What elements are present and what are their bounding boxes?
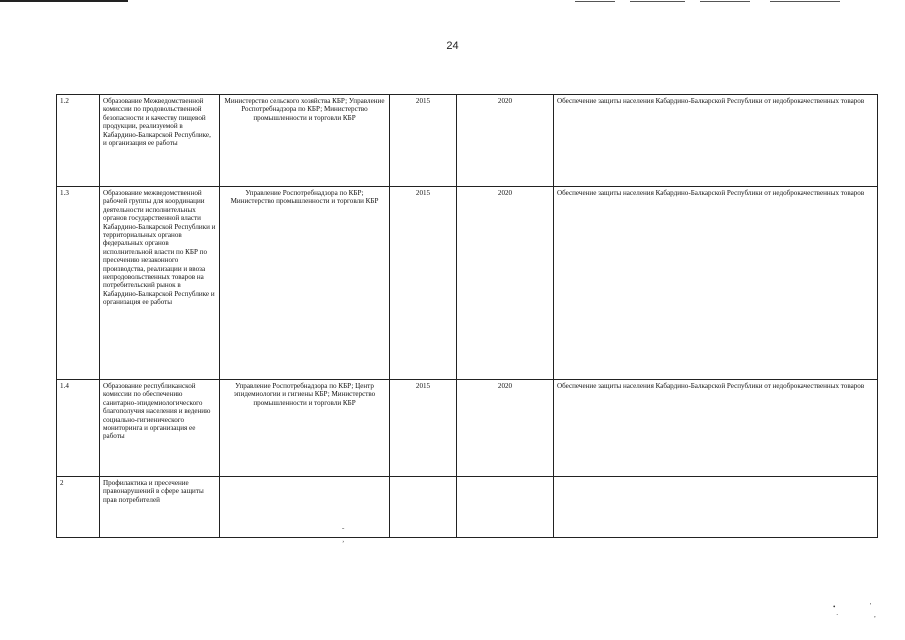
end-year-cell: 2020 [457,95,554,187]
activity-cell: Образование Межведомственной комиссии по продовольственной безопасности и качеству пищевой продукции, реализуемой в Кабардино-Балкарской Республике, и организация ее работы [100,95,220,187]
scan-speck: , [874,611,876,619]
item-number: 1.3 [57,187,100,380]
responsible-cell: Министерство сельского хозяйства КБР; Управление Роспотребнадзора по КБР; Министерство промышленности и торговли КБР [220,95,390,187]
item-number: 1.4 [57,380,100,477]
page-number: 24 [446,40,459,52]
start-year-cell: 2015 [390,187,457,380]
scan-speck: ¸ [342,535,345,543]
table-row [57,95,878,187]
scan-edge-dash [770,1,840,2]
start-year-cell: 2015 [390,380,457,477]
scan-edge-mark [0,0,128,2]
result-cell: Обеспечение защиты населения Кабардино-Балкарской Республики от недоброкачественных товаров [554,187,878,380]
responsible-cell: Управление Роспотребнадзора по КБР; Центр эпидемиологии и гигиены КБР; Министерство промышленности и торговли КБР [220,380,390,477]
scan-edge-dash [700,1,750,2]
item-number: 2 [57,477,100,538]
responsible-cell: Управление Роспотребнадзора по КБР; Министерство промышленности и торговли КБР [220,187,390,380]
activity-cell: Профилактика и пресечение правонарушений в сфере защиты прав потребителей [100,477,220,538]
activity-cell: Образование межведомственной рабочей группы для координации деятельности исполнительных органов государственной власти Кабардино-Балкарской Республики и территориальных органов федеральных органов исполнительной власти по КБР по пресечению незаконного производства, реализации и ввоза непродовольственных товаров на потребительский рынок в Кабардино-Балкарской Республике и организация ее работы [100,187,220,380]
end-year-cell: 2020 [457,187,554,380]
end-year-cell: 2020 [457,380,554,477]
end-year-cell [457,477,554,538]
scan-speck: ' [870,602,872,610]
result-cell: Обеспечение защиты населения Кабардино-Балкарской Республики от недоброкачественных товаров [554,380,878,477]
measures-table [56,94,878,538]
scan-speck: ˇ [342,527,345,535]
table-row [57,187,878,380]
table-row [57,380,878,477]
start-year-cell [390,477,457,538]
result-cell [554,477,878,538]
scan-speck: • [833,603,836,611]
item-number: 1.2 [57,95,100,187]
responsible-cell [220,477,390,538]
start-year-cell: 2015 [390,95,457,187]
activity-cell: Образование республиканской комиссии по обеспечению санитарно-эпидемиологического благополучия населения и ведению социально-гигиенического мониторинга и организация ее работы [100,380,220,477]
scan-edge-dash [630,1,685,2]
scan-speck: · [836,611,839,619]
result-cell: Обеспечение защиты населения Кабардино-Балкарской Республики от недоброкачественных товаров [554,95,878,187]
table-row [57,477,878,538]
scan-edge-dash [575,1,615,2]
